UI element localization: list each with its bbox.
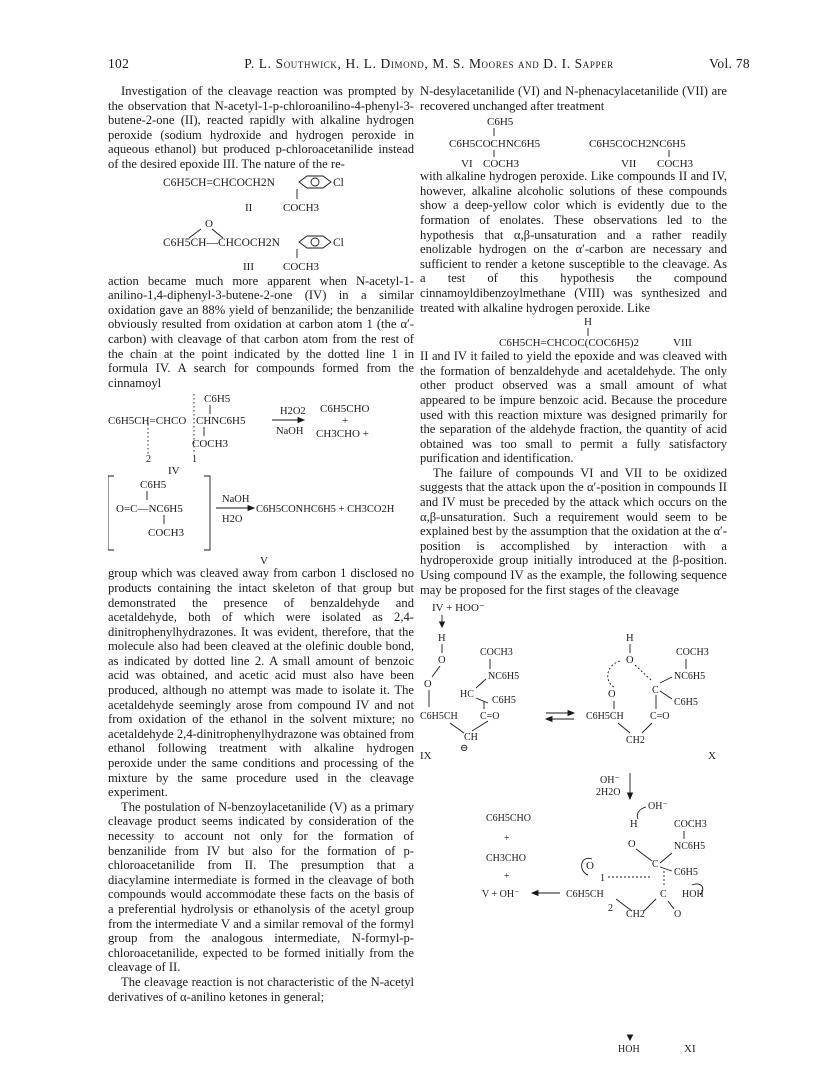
atom: HC [460, 689, 474, 701]
dashed-bond [635, 665, 652, 681]
product: V + OH⁻ [482, 889, 520, 901]
compound-label: VI [460, 158, 473, 170]
paragraph: The failure of compounds VI and VII to be oxidized suggests that the attack upon the α′-position in compounds II and IV must be preceded by the attack which occurs on the α,β-unsaturation. Such a requirement would seem to be explained best by the assumption that the oxidation at the α′-position is accomplished by interaction with a hydroperoxide group initially introduced at the β-position. Using compound IV as the example, the following sequence may be proposed for the first stages of the cleavage [420, 465, 727, 597]
structure-text: C6H5COCH2NC6H5 [588, 138, 686, 151]
scheme-V-hydrolysis [108, 474, 414, 566]
compound-label: V [260, 555, 268, 567]
cut-number: 1 [600, 873, 605, 885]
structure-VIII [421, 315, 727, 349]
atom: HOH [618, 1044, 640, 1055]
paragraph: The cleavage reaction is not characteristic of the N-acetyl derivatives of α-anilino ketones in general; [108, 974, 414, 1004]
structure-text: H [583, 316, 592, 329]
reagent: NaOH [222, 494, 250, 506]
ring-circle [311, 238, 319, 246]
structure-XI [566, 801, 707, 920]
bracket-right [204, 476, 210, 550]
paragraph: group which was cleaved away from carbon 1 disclosed no products containing the intact skeleton of that group but demonstrated the presence of benzaldehyde and acetaldehyde, both of which were isolated as 2,4-dinitrophenylhydrazones. It was evident, therefore, that the molecule also had been cleaved at the olefinic double bond, as indicated by dotted line 2. A small amount of benzoic acid was obtained, and acetic acid must also have been produced, although no attempt was made to isolate it. The acetaldehyde seemingly arose from compound IV and not from oxidation of the ethanol in the solvent mixture; no acetaldehyde 2,4-dinitrophenylhydrazone was obtained from ethanol following treatment with alkaline hydrogen peroxide under the same conditions and processing of the mixture by the same procedure used in the cleavage experiment. [108, 566, 414, 800]
atom: HOH [682, 889, 704, 901]
atom: OH⁻ [648, 801, 668, 813]
compound-label: II [245, 201, 253, 214]
structure-text: O [205, 217, 213, 230]
structure-text: C6H5CH=CHCOCH2N [163, 176, 275, 189]
structure-text: CHNC6H5 [196, 415, 246, 428]
compound-label: IX [420, 750, 432, 763]
reagent: H2O2 [280, 406, 306, 418]
cut-number: 2 [146, 454, 151, 466]
product: CH3CHO + [316, 428, 369, 441]
structure-text: C6H5CH—CHCOCH2N [163, 236, 280, 249]
bracket-left [108, 476, 114, 550]
running-head [108, 56, 750, 76]
reagent: OH⁻ [600, 775, 620, 787]
reagent: 2H2O [596, 787, 621, 799]
structure-text: COCH3 [482, 158, 519, 170]
paragraph: Investigation of the cleavage reaction was prompted by the observation that N-acetyl-1-p-chloroanilino-4-phenyl-3-butene-2-one (II), reacted rapidly with alkaline hydrogen peroxide (sodium hydroxide and hydrogen peroxide in aqueous ethanol) but produced p-chloroacetanilide instead of the desired epoxide III. The nature of the re- [108, 84, 414, 171]
atom: C6H5 [674, 697, 698, 709]
arrow-head [440, 622, 445, 627]
atom: NC6H5 [674, 671, 706, 683]
atom: O [586, 860, 594, 873]
arrow-head [628, 1035, 633, 1040]
structures-VI-VII [421, 113, 727, 169]
page-number: 102 [108, 56, 130, 71]
atom: CH [464, 732, 478, 744]
structure-text: Cl [333, 176, 344, 189]
structure-text: C6H5CH=CHCOC(COC6H5)2 [498, 337, 639, 350]
product: C6H5CHO [486, 813, 532, 825]
left-column [108, 84, 414, 1004]
structure-II [111, 172, 411, 216]
bond [476, 679, 486, 688]
structure-text: COCH3 [283, 260, 320, 273]
compound-label: VIII [672, 337, 692, 350]
bond [668, 901, 674, 909]
product: C6H5CHO [320, 403, 370, 416]
paragraph: N-desylacetanilide (VI) and N-phenacylacetanilide (VII) are recovered unchanged after treatment [420, 84, 727, 113]
atom: H [630, 819, 638, 831]
structure-III [111, 216, 411, 274]
atom: H [438, 633, 446, 645]
structure-text: C6H5COCHNC6H5 [448, 138, 540, 151]
paragraph: action became much more apparent when N-acetyl-1-anilino-1,4-diphenyl-3-butene-2-one (IV) in a similar oxidation gave an 88% yield of benzanilide; the benzanilide obviously resulted from oxidation at carbon atom 1 (the α′-carbon) with cleavage of that carbon atom from the rest of the chain at the point indicated by the dotted line 1 in formula IV. A search for compounds formed from the cinnamoyl [108, 273, 414, 390]
structure-XI-bottom [600, 1030, 720, 1060]
curved-arrow [637, 807, 646, 819]
structure-text: COCH3 [283, 201, 320, 214]
atom: C [660, 889, 667, 901]
structure-text: COCH3 [192, 438, 229, 451]
atom: C6H5CH [420, 711, 458, 723]
volume-number: Vol. 78 [709, 56, 750, 71]
author-line: P. L. Southwick, H. L. Dimond, M. S. Moores and D. I. Sapper [244, 56, 614, 71]
compound-label: IV [168, 465, 180, 475]
compound-label: VII [620, 158, 636, 170]
arrow-head [298, 418, 304, 423]
atom: O [438, 655, 446, 667]
cut-number: 2 [608, 903, 613, 915]
atom: O [424, 679, 432, 691]
atom: NC6H5 [488, 671, 520, 683]
atom: C [652, 859, 659, 871]
cleavage-products [482, 813, 560, 900]
atom: COCH3 [676, 647, 709, 659]
structure-text: C6H5CH=CHCO [108, 415, 187, 428]
atom: C=O [480, 711, 500, 723]
atom: O [608, 689, 616, 701]
structure-text: C6H5 [486, 116, 513, 129]
product: CH3CHO [486, 853, 527, 865]
bond [476, 698, 488, 703]
structure-text: C6H5 [204, 393, 231, 406]
atom: O [628, 839, 636, 851]
reagent: NaOH [276, 426, 304, 438]
atom: C6H5CH [586, 711, 624, 723]
structure-text: C6H5 [140, 479, 167, 492]
plus-sign: + [504, 833, 510, 845]
structure-IX [420, 633, 519, 762]
atom: C6H5 [674, 867, 698, 879]
compound-label: X [708, 750, 716, 763]
arrow-head [248, 506, 254, 511]
arrow-head [568, 711, 574, 716]
ring-circle [311, 178, 319, 186]
paragraph: with alkaline hydrogen peroxide. Like compounds II and IV, however, alkaline alcoholic solutions of these compounds show a deep-yellow color which is evidently due to the formation of enolates. These observations led to the hypothesis that α,β-unsaturation and a rather readily enolizable hydrogen on the α′-carbon are necessary and sufficient to render a ketone susceptible to the cleavage. As a test of this hypothesis the compound cinnamoyldibenzoylmethane (VIII) was synthesized and treated with alkaline hydrogen peroxide. Like [420, 169, 727, 315]
reagent: H2O [222, 514, 243, 526]
atom: O [626, 655, 634, 667]
bond [660, 691, 672, 699]
structure-text: Cl [333, 236, 344, 249]
atom: H [626, 633, 634, 645]
mechanism-start: IV + HOO⁻ [432, 602, 485, 615]
bond [642, 723, 652, 733]
atom: CH2 [626, 909, 645, 921]
dashed-bond [608, 661, 620, 687]
atom: C6H5CH [566, 889, 604, 901]
paragraph: II and IV it failed to yield the epoxide and was cleaved with the formation of benzaldehyde and acetaldehyde. The only other product observed was a small amount of what appeared to be impure benzoic acid. Because the procedure used with this reaction mixture was designed primarily for the separation of the aldehyde fraction, the quantity of acid obtained was too small to permit a fully satisfactory purification and identification. [420, 349, 727, 466]
bond [660, 677, 672, 683]
compound-label: III [243, 260, 254, 273]
right-column [420, 84, 727, 921]
bond [472, 721, 488, 731]
atom: COCH3 [480, 647, 513, 659]
atom: O [674, 909, 682, 921]
atom: NC6H5 [674, 841, 706, 853]
bond [450, 723, 464, 733]
scheme-IV-cleavage [108, 390, 414, 474]
arrow-head [532, 891, 538, 896]
bond [660, 867, 672, 871]
arrow-head [546, 717, 552, 722]
atom: CH2 [626, 735, 645, 747]
bond [644, 899, 656, 911]
atom: C [652, 685, 659, 697]
paragraph: The postulation of N-benzoylacetanilide (V) as a primary cleavage product seems indicated by consideration of the necessity to account not only for the formation of benzanilide from IV but also for the formation of p-chloroacetanilide from II. The presumption that a diacylamine intermediate is formed in the cleavage of both compounds would accommodate these facts on the basis of a preferential hydrolysis or ethanolysis of the acetyl group from the intermediate V and a similar removal of the formyl group from the analogous intermediate, N-formyl-p-chloroacetanilide, expected to be formed initially from the cleavage of II. [108, 799, 414, 975]
product: C6H5CONHC6H5 + CH3CO2H [256, 504, 395, 516]
structure-text: COCH3 [656, 158, 693, 170]
bond [660, 853, 672, 863]
cut-number: 1 [192, 454, 197, 466]
structure-X [586, 633, 716, 762]
atom: C6H5 [492, 695, 516, 707]
cleavage-mechanism [420, 599, 727, 921]
plus-sign: + [504, 871, 510, 883]
bond [636, 849, 652, 861]
structure-text: COCH3 [148, 527, 185, 540]
atom: COCH3 [674, 819, 707, 831]
compound-label: XI [684, 1043, 696, 1055]
structure-text: O=C—NC6H5 [116, 503, 183, 516]
plus-sign: + [342, 415, 349, 428]
bond [432, 666, 440, 677]
bond [618, 723, 630, 733]
arrow-head [628, 793, 633, 799]
charge: ⊖ [460, 743, 469, 755]
atom: C=O [650, 711, 670, 723]
